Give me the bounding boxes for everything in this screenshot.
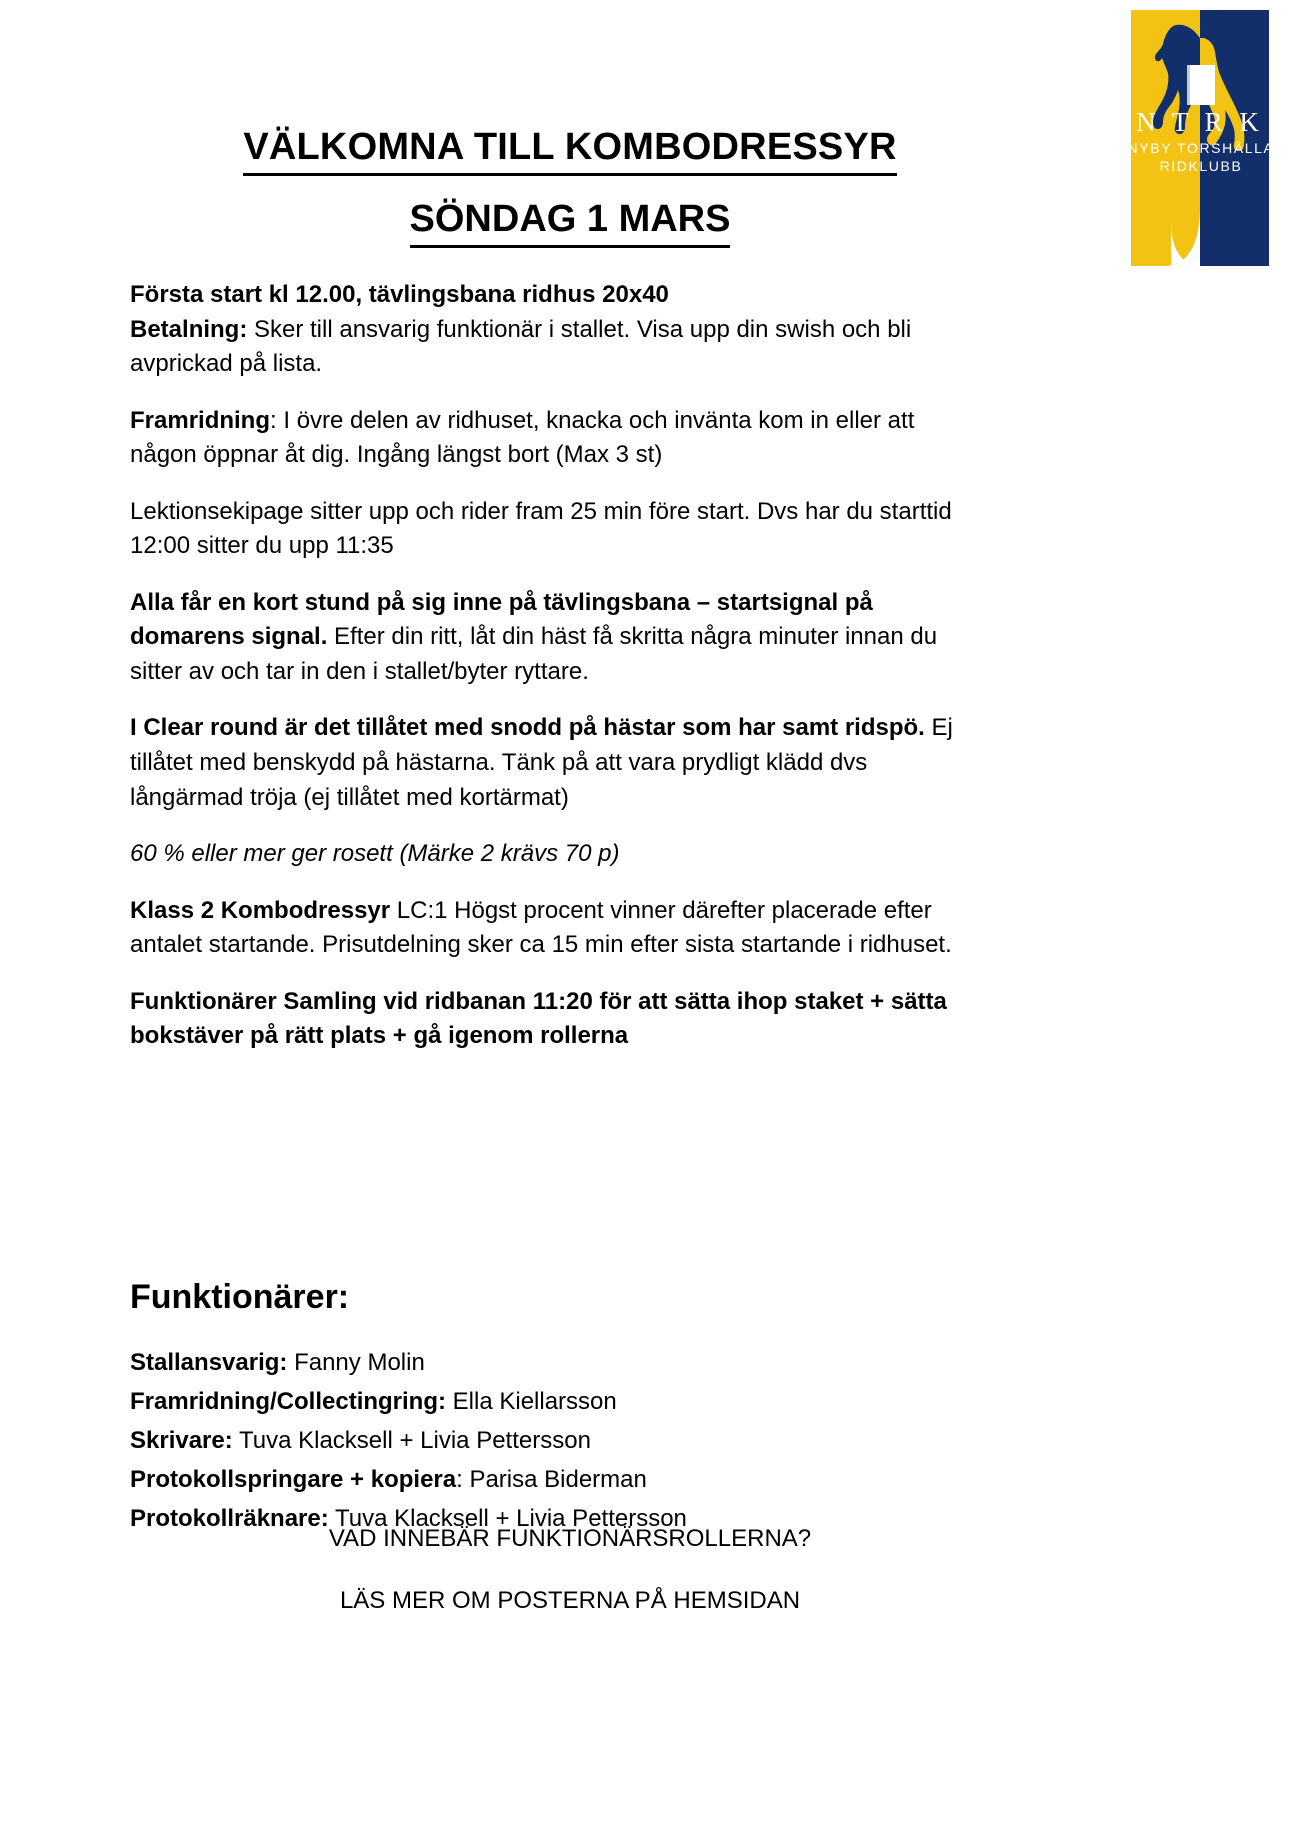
officials-gathering-text: Funktionärer Samling vid ridbanan 11:20 för att sätta ihop staket + sätta bokstäver på rätt plats + gå igenom rollerna bbox=[130, 987, 947, 1050]
ntrk-logo bbox=[1125, 8, 1275, 266]
warmup-text: : I övre delen av ridhuset, knacka och invänta kom in eller att någon öppnar åt dig. Ingång längst bort (Max 3 st) bbox=[130, 406, 915, 469]
list-item bbox=[130, 1421, 1030, 1460]
list-item bbox=[130, 1382, 1030, 1421]
footer-line-website: LÄS MER OM POSTERNA PÅ HEMSIDAN bbox=[339, 1587, 801, 1614]
class-2-text: LC:1 Högst procent vinner därefter placerade efter antalet startande. Prisutdelning sker ca 15 min efter sista startande i ridhuset. bbox=[130, 896, 952, 959]
paragraph-lesson-equipages bbox=[130, 495, 970, 564]
title-block bbox=[130, 128, 1010, 238]
paragraph-warmup bbox=[130, 404, 970, 473]
logo-club-line1: NYBY TORSHÄLLA bbox=[1127, 140, 1275, 156]
official-role: Protokollspringare + kopiera bbox=[130, 1466, 457, 1494]
officials-heading: Funktionärer: bbox=[130, 1278, 350, 1316]
class-2-label: Klass 2 Kombodressyr bbox=[130, 896, 391, 924]
page-subtitle-text: SÖNDAG 1 MARS bbox=[410, 198, 731, 248]
official-person: : Parisa Biderman bbox=[456, 1466, 647, 1494]
start-time-line: Första start kl 12.00, tävlingsbana ridhus 20x40 bbox=[130, 281, 669, 308]
official-person: Ella Kiellarsson bbox=[446, 1388, 617, 1416]
paragraph-rosette-rule bbox=[130, 837, 970, 872]
officials-list bbox=[130, 1343, 1030, 1539]
page-subtitle bbox=[130, 200, 1010, 238]
paragraph-arena-time bbox=[130, 586, 970, 690]
page-title-text: VÄLKOMNA TILL KOMBODRESSYR bbox=[243, 126, 896, 176]
official-person: Fanny Molin bbox=[287, 1349, 425, 1376]
paragraph-class-2 bbox=[130, 894, 970, 963]
list-item bbox=[130, 1460, 1030, 1499]
rosette-rule-text: 60 % eller mer ger rosett (Märke 2 krävs 70 p) bbox=[130, 840, 620, 868]
page-title bbox=[130, 128, 1010, 166]
official-person: Tuva Klacksell + Livia Pettersson bbox=[328, 1505, 687, 1533]
paragraph-clear-round bbox=[130, 711, 970, 815]
warmup-label: Framridning bbox=[130, 406, 271, 434]
clear-round-text: Ej tillåtet med benskydd på hästarna. Tänk på att vara prydligt klädd dvs långärmad tröja (ej tillåtet med kortärmat) bbox=[130, 714, 953, 811]
body-content bbox=[130, 278, 970, 1076]
footer-block bbox=[130, 1527, 1010, 1651]
payment-text: Sker till ansvarig funktionär i stallet. Visa upp din swish och bli avprickad på lista. bbox=[130, 315, 912, 378]
list-item bbox=[130, 1343, 1030, 1382]
official-person: Tuva Klacksell + Livia Pettersson bbox=[232, 1427, 591, 1455]
official-role: Framridning/Collectingring: bbox=[130, 1388, 446, 1416]
lesson-equipages-text: Lektionsekipage sitter upp och rider fram 25 min före start. Dvs har du starttid 12:00 sitter du upp 11:35 bbox=[130, 497, 952, 560]
footer-line-question: VAD INNEBÄR FUNKTIONÄRSROLLERNA? bbox=[328, 1525, 812, 1552]
official-role: Stallansvarig: bbox=[130, 1349, 288, 1376]
arena-time-label: Alla får en kort stund på sig inne på tävlingsbana – startsignal på domarens signal. bbox=[130, 588, 873, 651]
paragraph-officials-gathering bbox=[130, 985, 970, 1054]
paragraph-start-time bbox=[130, 278, 970, 313]
official-role: Protokollräknare: bbox=[130, 1505, 329, 1533]
payment-label: Betalning: bbox=[130, 315, 248, 343]
clear-round-label: I Clear round är det tillåtet med snodd på hästar som har samt ridspö. bbox=[130, 714, 925, 742]
paragraph-payment bbox=[130, 313, 970, 382]
logo-initials: N T R K bbox=[1136, 107, 1264, 137]
arena-time-text: Efter din ritt, låt din häst få skritta några minuter innan du sitter av och tar in den i stallet/byter ryttare. bbox=[130, 623, 938, 685]
official-role: Skrivare: bbox=[130, 1427, 233, 1455]
logo-club-line2: RIDKLUBB bbox=[1159, 158, 1243, 174]
